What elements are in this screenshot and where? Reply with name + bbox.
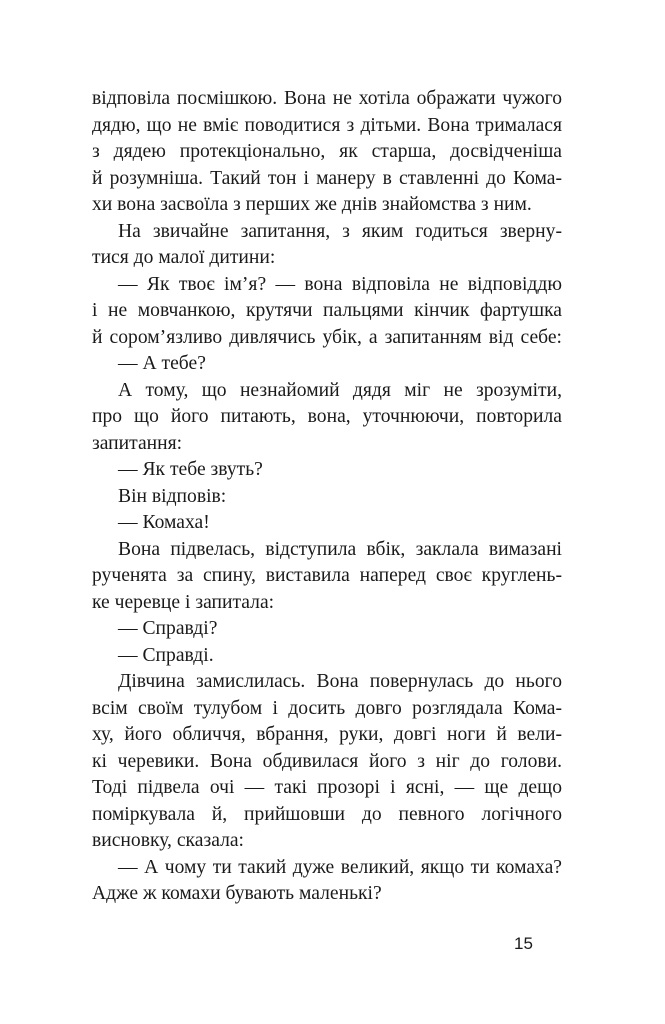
text-line: й сором’язливо дивлячись убік, а запитанням від себе: bbox=[92, 326, 562, 348]
text-line: ке черевце і запитала: bbox=[92, 591, 275, 613]
text-line: хи вона засвоїла з перших же днів знайомства з ним. bbox=[92, 194, 532, 215]
text-line: про що його питають, вона, уточнюючи, повторила bbox=[92, 406, 562, 427]
text-line: з дядею протекціонально, як старша, досвідченіша bbox=[92, 141, 562, 162]
text-line: Дівчина замислилась. Вона повернулась до нього bbox=[118, 671, 562, 692]
page-text bbox=[92, 86, 562, 908]
text-line: кі черевики. Вона обдивилася його з ніг до голови. bbox=[92, 750, 562, 772]
text-line: — А тебе? bbox=[118, 353, 206, 374]
text-line: й розумніша. Такий тон і манеру в ставленні до Кома- bbox=[92, 167, 562, 189]
text-line: — Як тебе звуть? bbox=[118, 459, 263, 480]
text-line: — Як твоє ім’я? — вона відповіла не відповіддю bbox=[118, 273, 562, 295]
text-line: — А чому ти такий дуже великий, якщо ти комаха? bbox=[118, 856, 562, 878]
text-line: висновку, сказала: bbox=[92, 830, 244, 851]
text-line: — Комаха! bbox=[118, 512, 210, 533]
text-line: запитання: bbox=[92, 432, 183, 454]
text-line: Вона підвелась, відступила вбік, заклала вимазані bbox=[118, 538, 562, 560]
text-line: — Справді. bbox=[118, 644, 214, 666]
text-line: — Справді? bbox=[118, 618, 218, 639]
text-line: А тому, що незнайомий дядя міг не зрозуміти, bbox=[118, 379, 562, 401]
text-line: Він відповів: bbox=[118, 485, 227, 507]
text-line: ху, його обличчя, вбрання, руки, довгі ноги й вели- bbox=[92, 724, 562, 745]
text-line: всім своїм тулубом і досить довго розглядала Кома- bbox=[92, 697, 562, 719]
text-line: відповіла посмішкою. Вона не хотіла ображати чужого bbox=[92, 88, 562, 109]
text-line: дядю, що не вміє поводитися з дітьми. Вона трималася bbox=[92, 114, 562, 136]
text-line: Тоді підвела очі — такі прозорі і ясні, — ще дещо bbox=[92, 777, 562, 798]
page-number: 15 bbox=[514, 934, 533, 953]
text-line: рученята за спину, виставила наперед своє круглень- bbox=[92, 565, 562, 586]
text-line: тися до малої дитини: bbox=[92, 247, 276, 268]
text-line: Адже ж комахи бувають маленькі? bbox=[92, 883, 382, 904]
text-line: На звичайне запитання, з яким годиться зверну- bbox=[118, 220, 562, 242]
text-line: і не мовчанкою, крутячи пальцями кінчик фартушка bbox=[92, 300, 562, 321]
text-line: поміркувала й, прийшовши до певного логічного bbox=[92, 803, 562, 825]
